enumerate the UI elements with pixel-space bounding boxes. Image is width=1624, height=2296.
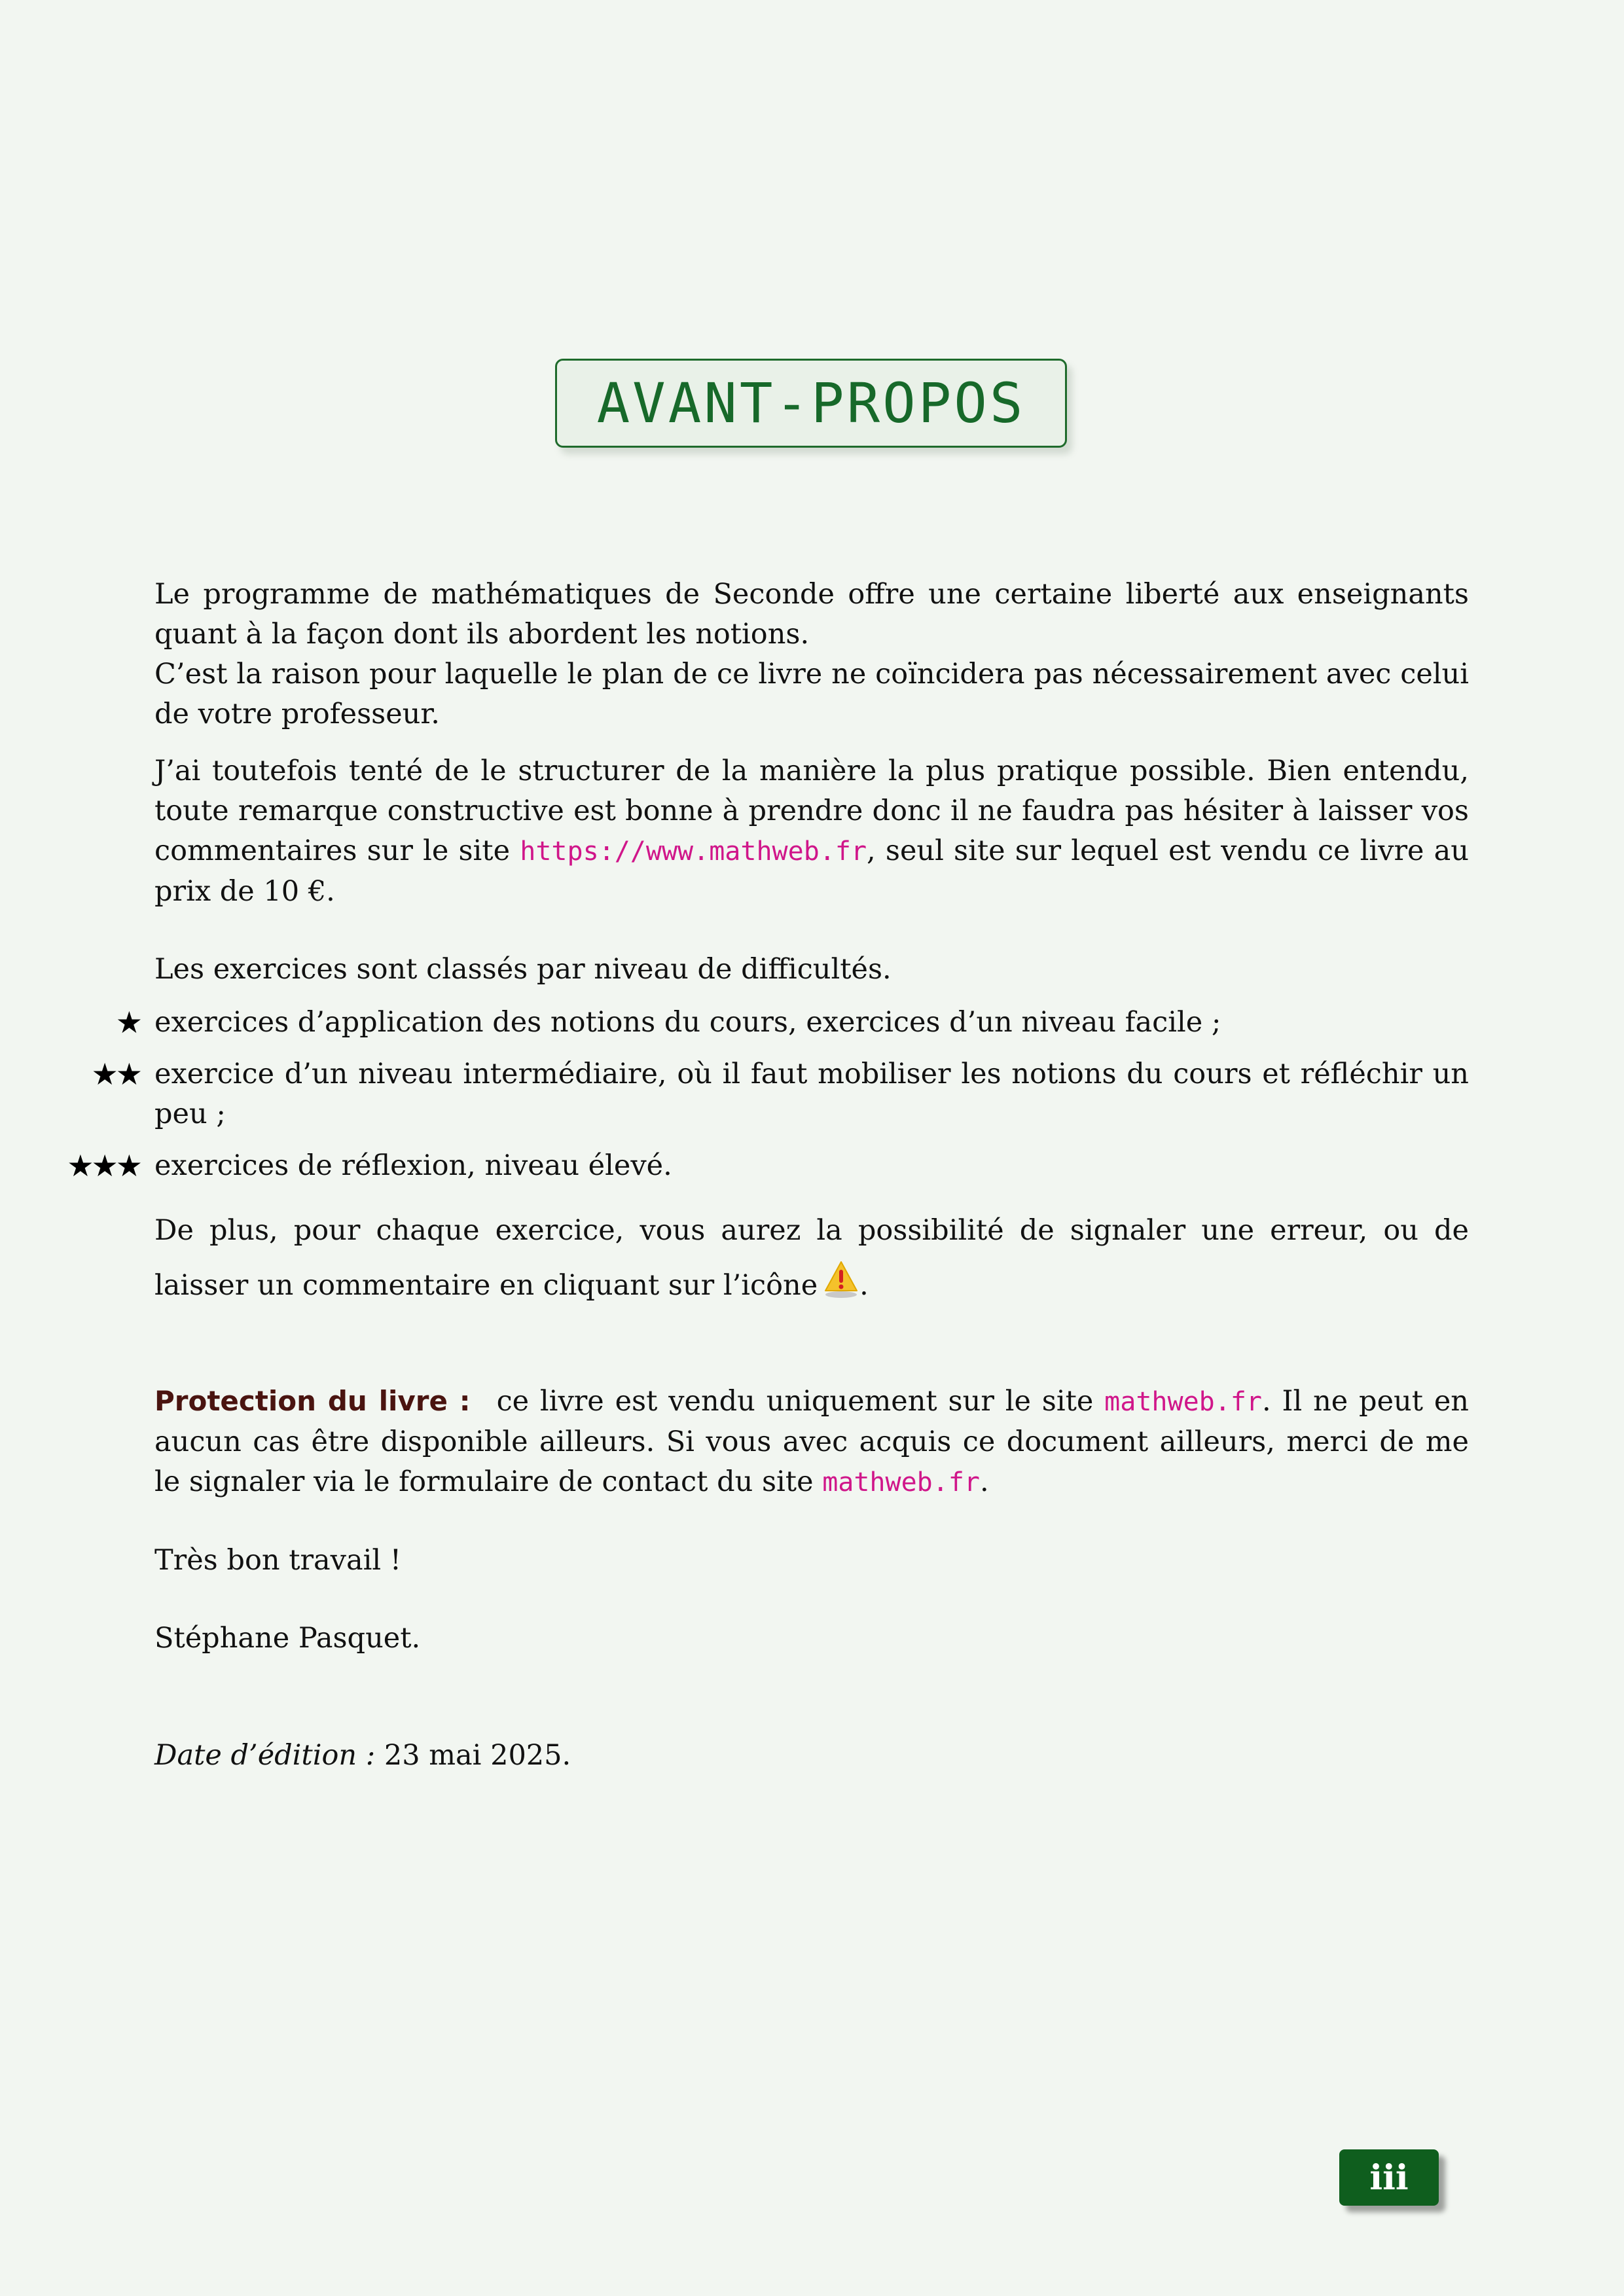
warning-icon[interactable] xyxy=(823,1259,859,1299)
intro-text: J’ai toutefois tenté de le structurer de la manière la plus pratique possible. Bien entendu, toute remarque constructive est bonne à prendre donc il ne faudra pas hésiter à laisser vos commentaires sur le site xyxy=(154,755,1469,867)
comment-text: De plus, pour chaque exercice, vous aurez la possibilité de signaler une erreur, ou de laisser un commentaire en cliquant sur l’icône xyxy=(154,1214,1469,1302)
comment-text-end: . xyxy=(859,1269,869,1302)
protection-text: ce livre est vendu uniquement sur le site xyxy=(496,1385,1105,1418)
two-stars-icon: ★★ xyxy=(91,1056,140,1092)
edition-date xyxy=(154,1736,1469,1776)
signature: Stéphane Pasquet. xyxy=(154,1622,421,1655)
difficulty-text: exercices de réflexion, niveau élevé. xyxy=(154,1149,672,1182)
protection-paragraph xyxy=(154,1381,1469,1503)
protection-label: Protection du livre : xyxy=(154,1385,471,1417)
mathweb-link[interactable]: mathweb.fr xyxy=(822,1467,981,1498)
date-value: 23 mai 2025. xyxy=(375,1739,571,1772)
intro-paragraph-3 xyxy=(154,751,1469,912)
greeting: Très bon travail ! xyxy=(154,1544,402,1577)
difficulty-item-medium xyxy=(75,1054,1469,1134)
date-label: Date d’édition : xyxy=(154,1739,376,1772)
intro-text-end: , seul site sur lequel est vendu ce livre au prix de 10 €. xyxy=(154,834,1469,908)
protection-text: . Il ne peut en aucun cas être disponible ailleurs. Si vous avec acquis ce document ailleurs, merci de me le signaler via le formulaire de contact du site xyxy=(154,1385,1469,1498)
three-stars-icon: ★★★ xyxy=(67,1148,140,1183)
intro-paragraph-2: C’est la raison pour laquelle le plan de ce livre ne coïncidera pas nécessairement avec celui de votre professeur. xyxy=(154,658,1469,730)
difficulty-item-easy xyxy=(75,1003,1469,1043)
intro-paragraph-1: Le programme de mathématiques de Seconde offre une certaine liberté aux enseignants quant à la façon dont ils abordent les notions. xyxy=(154,578,1469,651)
difficulty-text: exercices d’application des notions du cours, exercices d’un niveau facile ; xyxy=(154,1006,1221,1039)
chapter-title-box xyxy=(555,359,1067,448)
mathweb-link[interactable]: mathweb.fr xyxy=(1104,1387,1262,1417)
difficulty-item-hard xyxy=(67,1146,1469,1186)
one-star-icon: ★ xyxy=(115,1005,140,1040)
difficulty-text: exercice d’un niveau intermédiaire, où il faut mobiliser les notions du cours et réfléchir un peu ; xyxy=(154,1058,1469,1130)
protection-text-end: . xyxy=(980,1465,989,1498)
difficulty-list xyxy=(67,1003,1469,1186)
comment-paragraph xyxy=(154,1203,1469,1313)
chapter-title: AVANT-PROPOS xyxy=(596,371,1026,435)
page-number: iii xyxy=(1369,2157,1409,2198)
mathweb-link[interactable]: https://www.mathweb.fr xyxy=(520,836,867,867)
foreword-content xyxy=(67,575,1469,1776)
page-number-badge xyxy=(1339,2149,1439,2206)
levels-intro: Les exercices sont classés par niveau de difficultés. xyxy=(154,953,892,986)
